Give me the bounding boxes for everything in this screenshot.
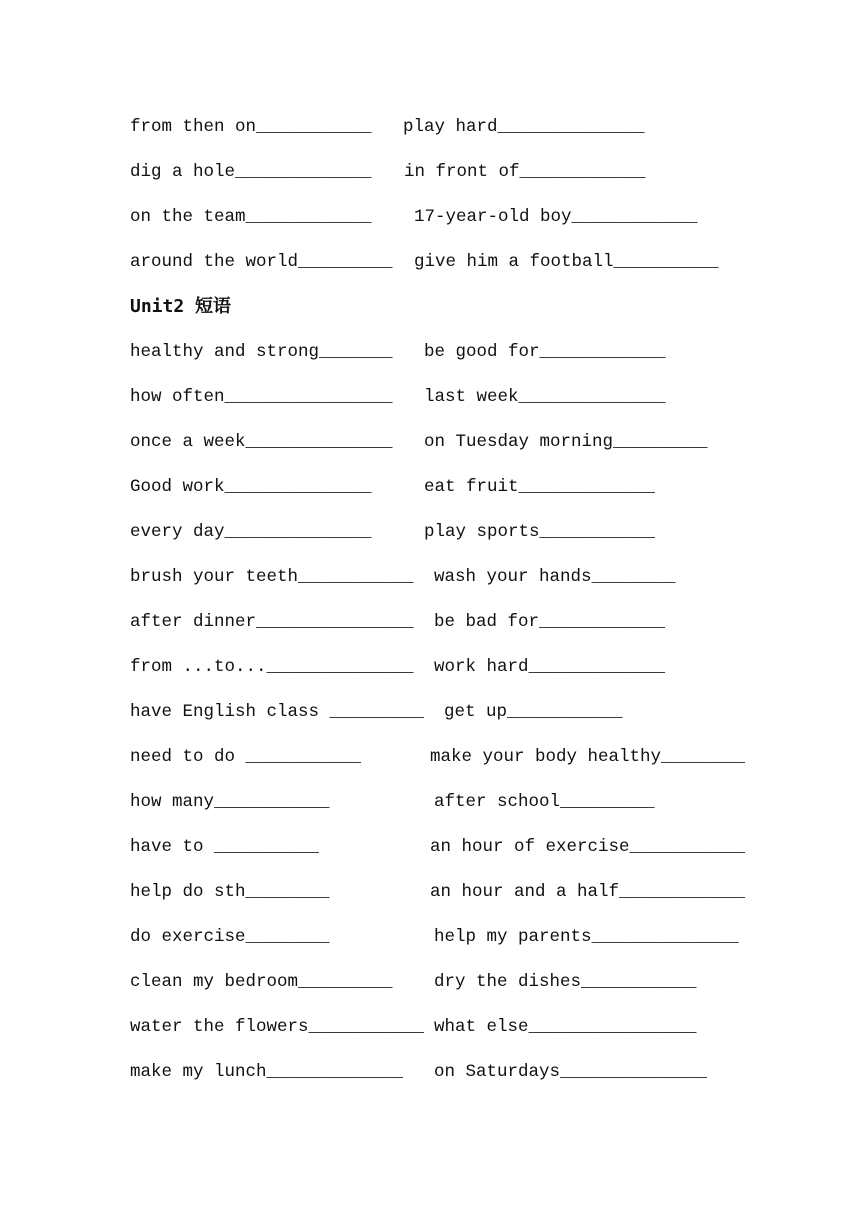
phrase-right: play sports___________ [424, 522, 656, 542]
phrase-right: get up___________ [444, 702, 623, 722]
phrase-right: be good for____________ [424, 342, 666, 362]
phrase-left: how many___________ [130, 792, 330, 812]
phrase-right: wash your hands________ [434, 567, 676, 587]
phrase-right: in front of____________ [404, 162, 646, 182]
phrase-left: dig a hole_____________ [130, 162, 372, 182]
phrase-right: what else________________ [434, 1017, 697, 1037]
phrase-left: clean my bedroom_________ [130, 972, 393, 992]
phrase-left: help do sth________ [130, 882, 330, 902]
phrase-left: make my lunch_____________ [130, 1062, 404, 1082]
phrase-right: play hard______________ [403, 117, 645, 137]
phrase-left: from then on___________ [130, 117, 372, 137]
phrase-left: from ...to...______________ [130, 657, 414, 677]
phrase-left: how often________________ [130, 387, 393, 407]
phrase-right: an hour of exercise___________ [430, 837, 746, 857]
phrase-left: Good work______________ [130, 477, 372, 497]
phrase-right: on Tuesday morning_________ [424, 432, 708, 452]
phrase-right: last week______________ [424, 387, 666, 407]
unit2-heading: Unit2 短语 [130, 296, 232, 317]
phrase-right: eat fruit_____________ [424, 477, 656, 497]
phrase-left: water the flowers___________ [130, 1017, 425, 1037]
phrase-left: around the world_________ [130, 252, 393, 272]
phrase-right: be bad for____________ [434, 612, 666, 632]
phrase-left: have to __________ [130, 837, 320, 857]
phrase-left: healthy and strong_______ [130, 342, 393, 362]
phrase-right: an hour and a half____________ [430, 882, 746, 902]
phrase-right: on Saturdays______________ [434, 1062, 708, 1082]
phrase-left: every day______________ [130, 522, 372, 542]
phrase-right: help my parents______________ [434, 927, 739, 947]
phrase-right: dry the dishes___________ [434, 972, 697, 992]
phrase-left: do exercise________ [130, 927, 330, 947]
phrase-left: need to do ___________ [130, 747, 362, 767]
phrase-right: after school_________ [434, 792, 655, 812]
phrase-right: give him a football__________ [414, 252, 719, 272]
phrase-right: make your body healthy________ [430, 747, 746, 767]
phrase-right: work hard_____________ [434, 657, 666, 677]
phrase-left: once a week______________ [130, 432, 393, 452]
phrase-left: have English class _________ [130, 702, 425, 722]
phrase-left: brush your teeth___________ [130, 567, 414, 587]
phrase-left: after dinner_______________ [130, 612, 414, 632]
phrase-right: 17-year-old boy____________ [414, 207, 698, 227]
phrase-left: on the team____________ [130, 207, 372, 227]
